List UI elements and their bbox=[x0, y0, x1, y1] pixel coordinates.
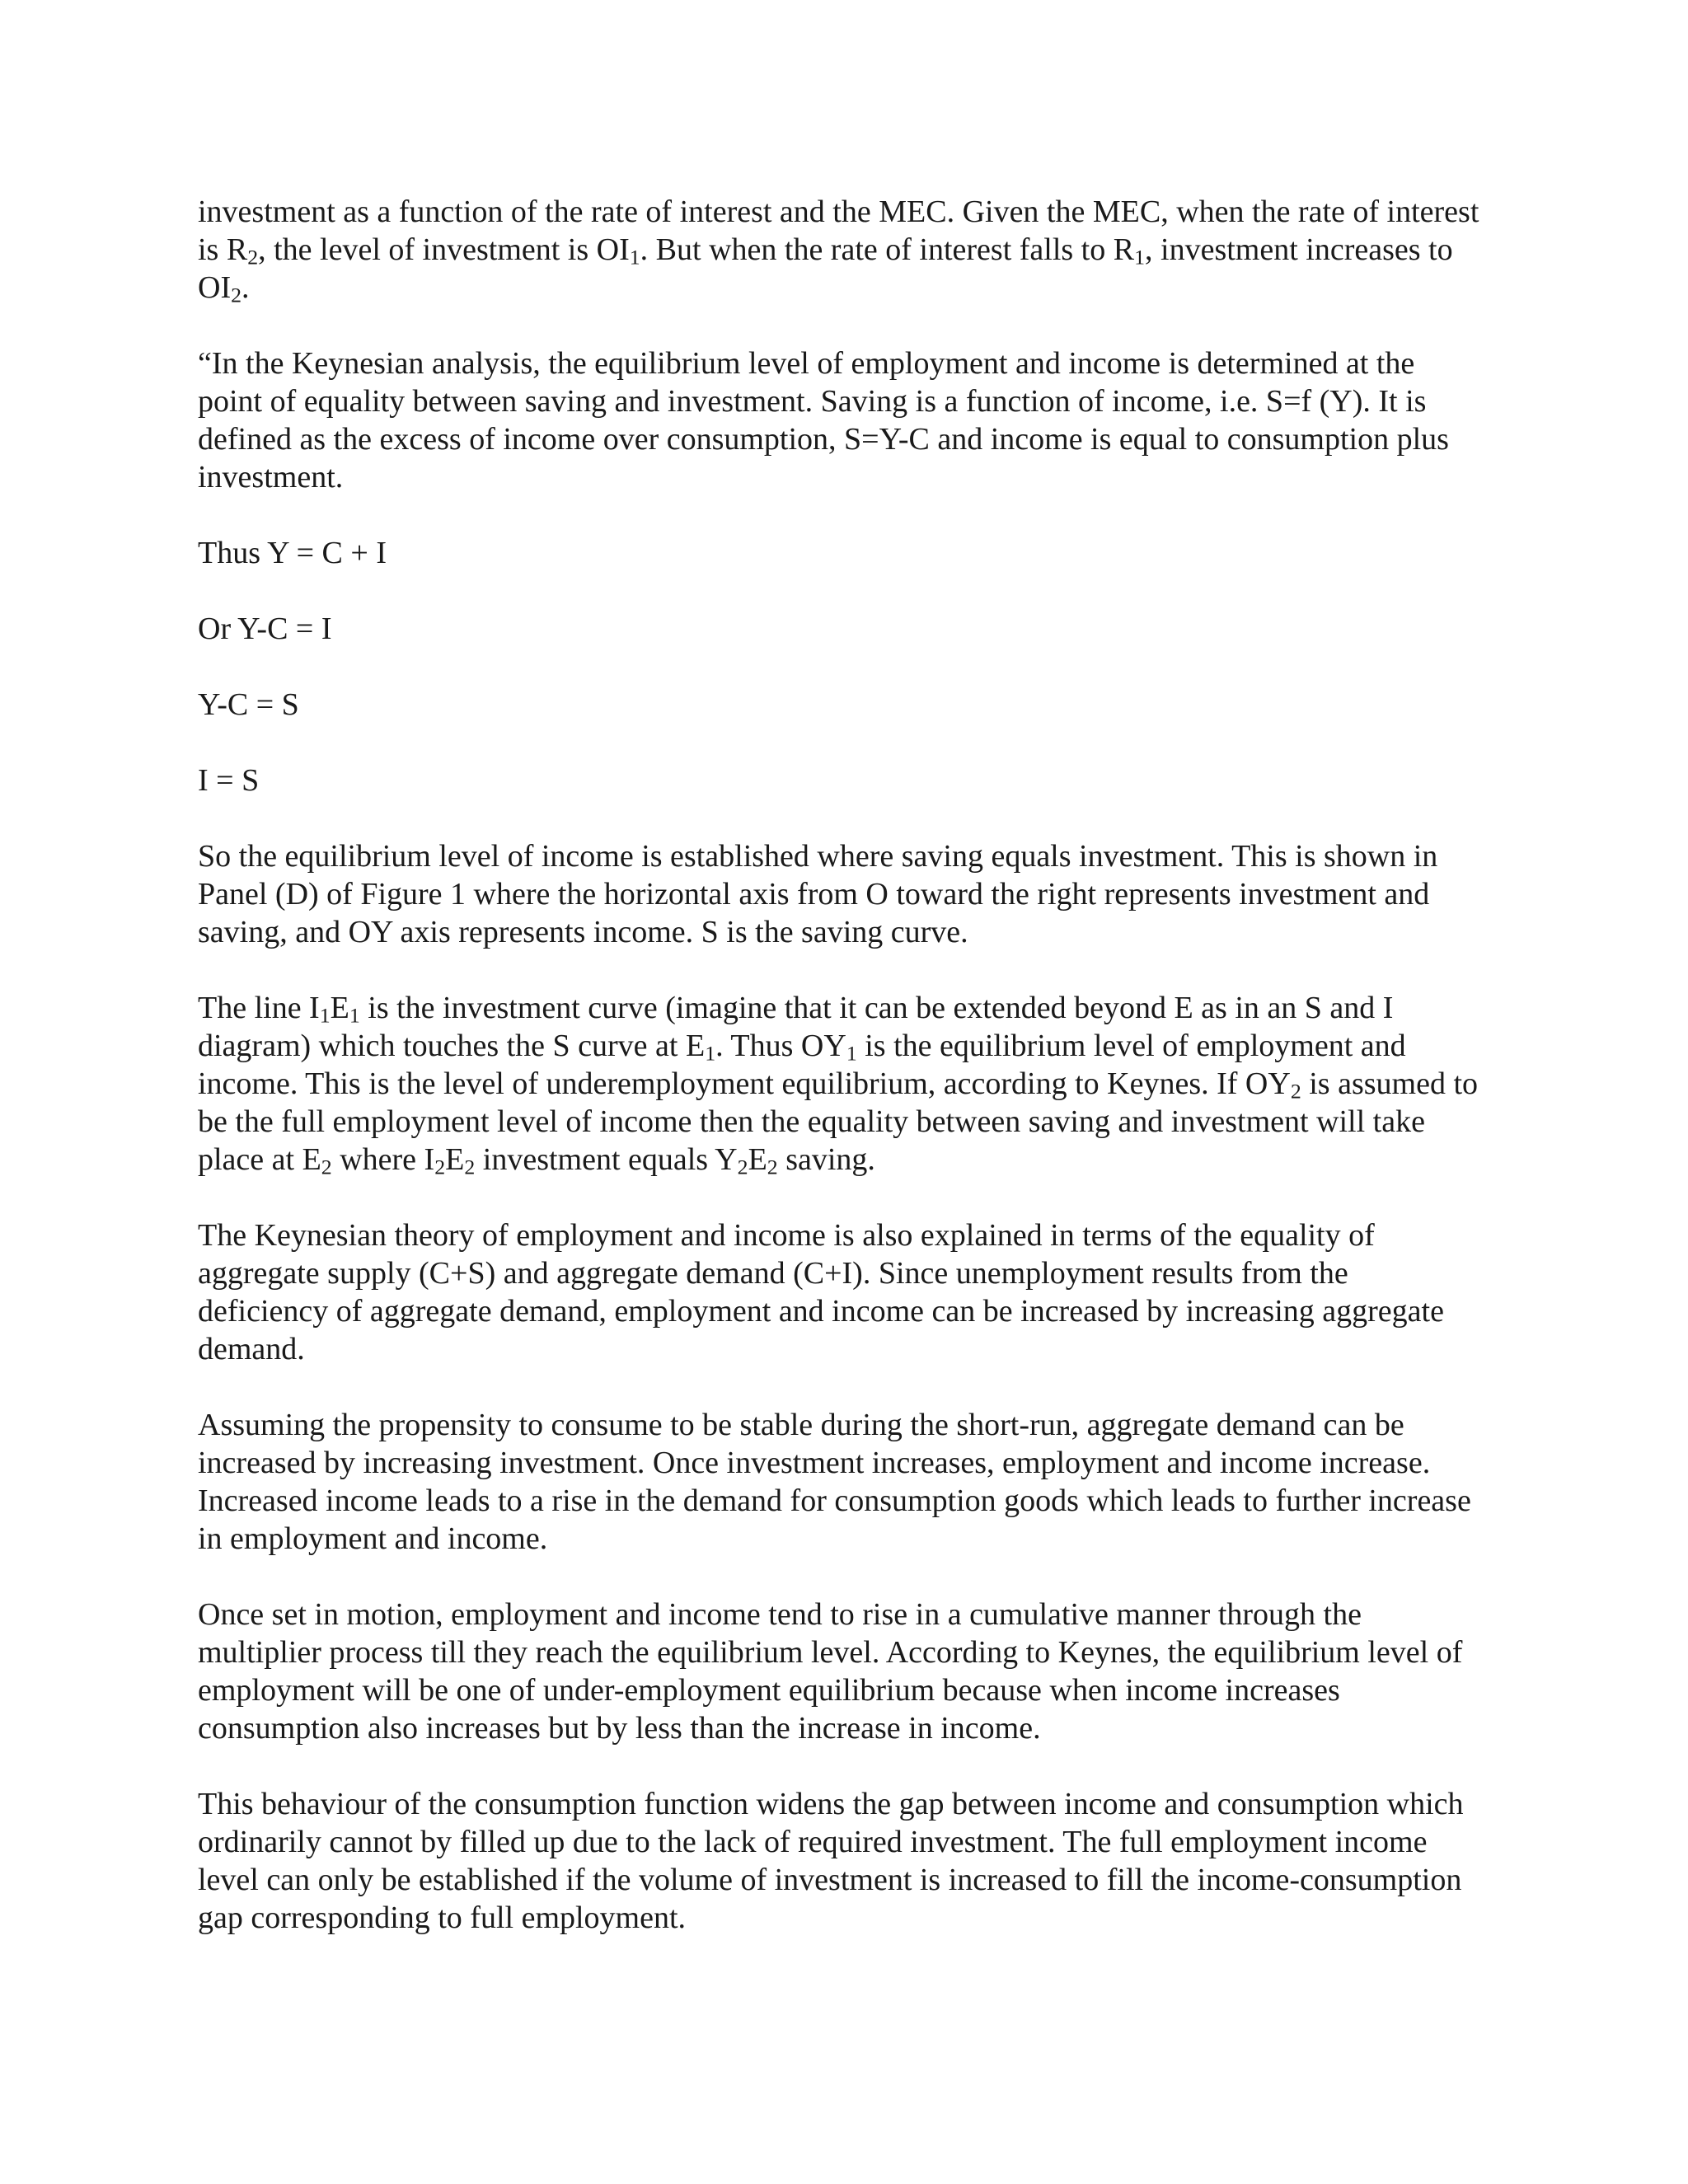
text-segment: Once set in motion, employment and income tend to rise in a cumulative manner through the multiplier process till they reach the equilibrium level. According to Keynes, the equilibrium level of employment will be one of under-employment equilibrium because when income increases consumption also increases but by less than the increase in income. bbox=[198, 1597, 1470, 1746]
text-segment: investment as a function of the rate of interest and the MEC. Given the MEC, when the rate of interest is R bbox=[198, 194, 1487, 267]
text-segment: is the equilibrium level of employment and income. This is the level of underemployment equilibrium, according to Keynes. If OY bbox=[198, 1029, 1414, 1101]
text-segment: E bbox=[330, 991, 349, 1025]
text-segment: Thus Y = C + I bbox=[198, 536, 387, 570]
paragraph-keynesian-equilibrium bbox=[198, 344, 1484, 496]
text-segment: I = S bbox=[198, 763, 260, 798]
paragraph-consumption-gap bbox=[198, 1785, 1484, 1937]
text-segment: E bbox=[445, 1142, 465, 1177]
subscript: 1 bbox=[349, 1003, 360, 1028]
subscript: 1 bbox=[319, 1003, 331, 1028]
text-segment: So the equilibrium level of income is established where saving equals investment. This is shown in Panel (D) of Figure 1 where the horizontal axis from O toward the right represents investment and saving, and OY axis represents income. S is the saving curve. bbox=[198, 839, 1446, 949]
text-segment: is the investment curve (imagine that it can be extended beyond E as in an S and I diagram) which touches the S curve at E bbox=[198, 991, 1401, 1063]
equation-y-minus-c-equals-s bbox=[198, 686, 1484, 724]
equation-y-minus-c-equals-i bbox=[198, 610, 1484, 648]
text-segment: where I bbox=[331, 1142, 435, 1177]
text-segment: saving. bbox=[777, 1142, 875, 1177]
subscript: 2 bbox=[464, 1155, 476, 1179]
text-segment: Assuming the propensity to consume to be stable during the short-run, aggregate demand can be increased by increasing investment. Once investment increases, employment and income increase. Increased income leads to a rise in the demand for consumption goods which leads to further increase in employment and income. bbox=[198, 1408, 1479, 1556]
subscript: 1 bbox=[1134, 245, 1146, 269]
text-segment: , investment increases to OI bbox=[198, 232, 1461, 305]
subscript: 2 bbox=[231, 283, 242, 307]
text-segment: . But when the rate of interest falls to R bbox=[640, 232, 1135, 267]
paragraph-multiplier-process bbox=[198, 1596, 1484, 1747]
subscript: 2 bbox=[321, 1155, 332, 1179]
paragraph-investment-interest bbox=[198, 193, 1487, 307]
equation-y-equals-c-plus-i bbox=[198, 534, 1484, 572]
text-segment: E bbox=[748, 1142, 767, 1177]
text-segment: investment equals Y bbox=[475, 1142, 738, 1177]
document-page bbox=[198, 193, 1487, 1975]
subscript: 1 bbox=[846, 1041, 857, 1066]
paragraph-propensity-to-consume bbox=[198, 1406, 1484, 1558]
paragraph-investment-curve bbox=[198, 989, 1484, 1179]
subscript: 2 bbox=[1290, 1079, 1301, 1104]
text-segment: The Keynesian theory of employment and income is also explained in terms of the equality of aggregate supply (C+S) and aggregate demand (C+I). Since unemployment results from the deficiency of aggregate demand, employment and income can be increased by increasing aggregate demand. bbox=[198, 1218, 1452, 1366]
subscript: 2 bbox=[767, 1155, 778, 1179]
subscript: 2 bbox=[737, 1155, 748, 1179]
text-segment: “In the Keynesian analysis, the equilibrium level of employment and income is determined at the point of equality between saving and investment. Saving is a function of income, i.e. S=f (Y). It is defined as the excess of income over consumption, S=Y-C and income is equal to consumption plus investment. bbox=[198, 346, 1457, 494]
text-segment: Y-C = S bbox=[198, 687, 299, 722]
text-segment: This behaviour of the consumption function widens the gap between income and consumption which ordinarily cannot by filled up due to the lack of required investment. The full employment income level can only be established if the volume of investment is increased to fill the income-consumption gap corresponding to full employment. bbox=[198, 1787, 1471, 1935]
text-segment: . Thus OY bbox=[715, 1029, 846, 1063]
text-segment: , the level of investment is OI bbox=[258, 232, 630, 267]
paragraph-aggregate-demand bbox=[198, 1216, 1484, 1368]
subscript: 1 bbox=[705, 1041, 716, 1066]
subscript: 2 bbox=[247, 245, 259, 269]
subscript: 2 bbox=[434, 1155, 446, 1179]
text-segment: Or Y-C = I bbox=[198, 612, 332, 646]
equation-i-equals-s bbox=[198, 762, 1484, 799]
paragraph-saving-equals-investment bbox=[198, 837, 1484, 951]
text-segment: is assumed to be the full employment level of income then the equality between saving and investment will take place at E bbox=[198, 1066, 1486, 1177]
text-segment: . bbox=[241, 270, 250, 305]
subscript: 1 bbox=[629, 245, 640, 269]
text-segment: The line I bbox=[198, 991, 320, 1025]
